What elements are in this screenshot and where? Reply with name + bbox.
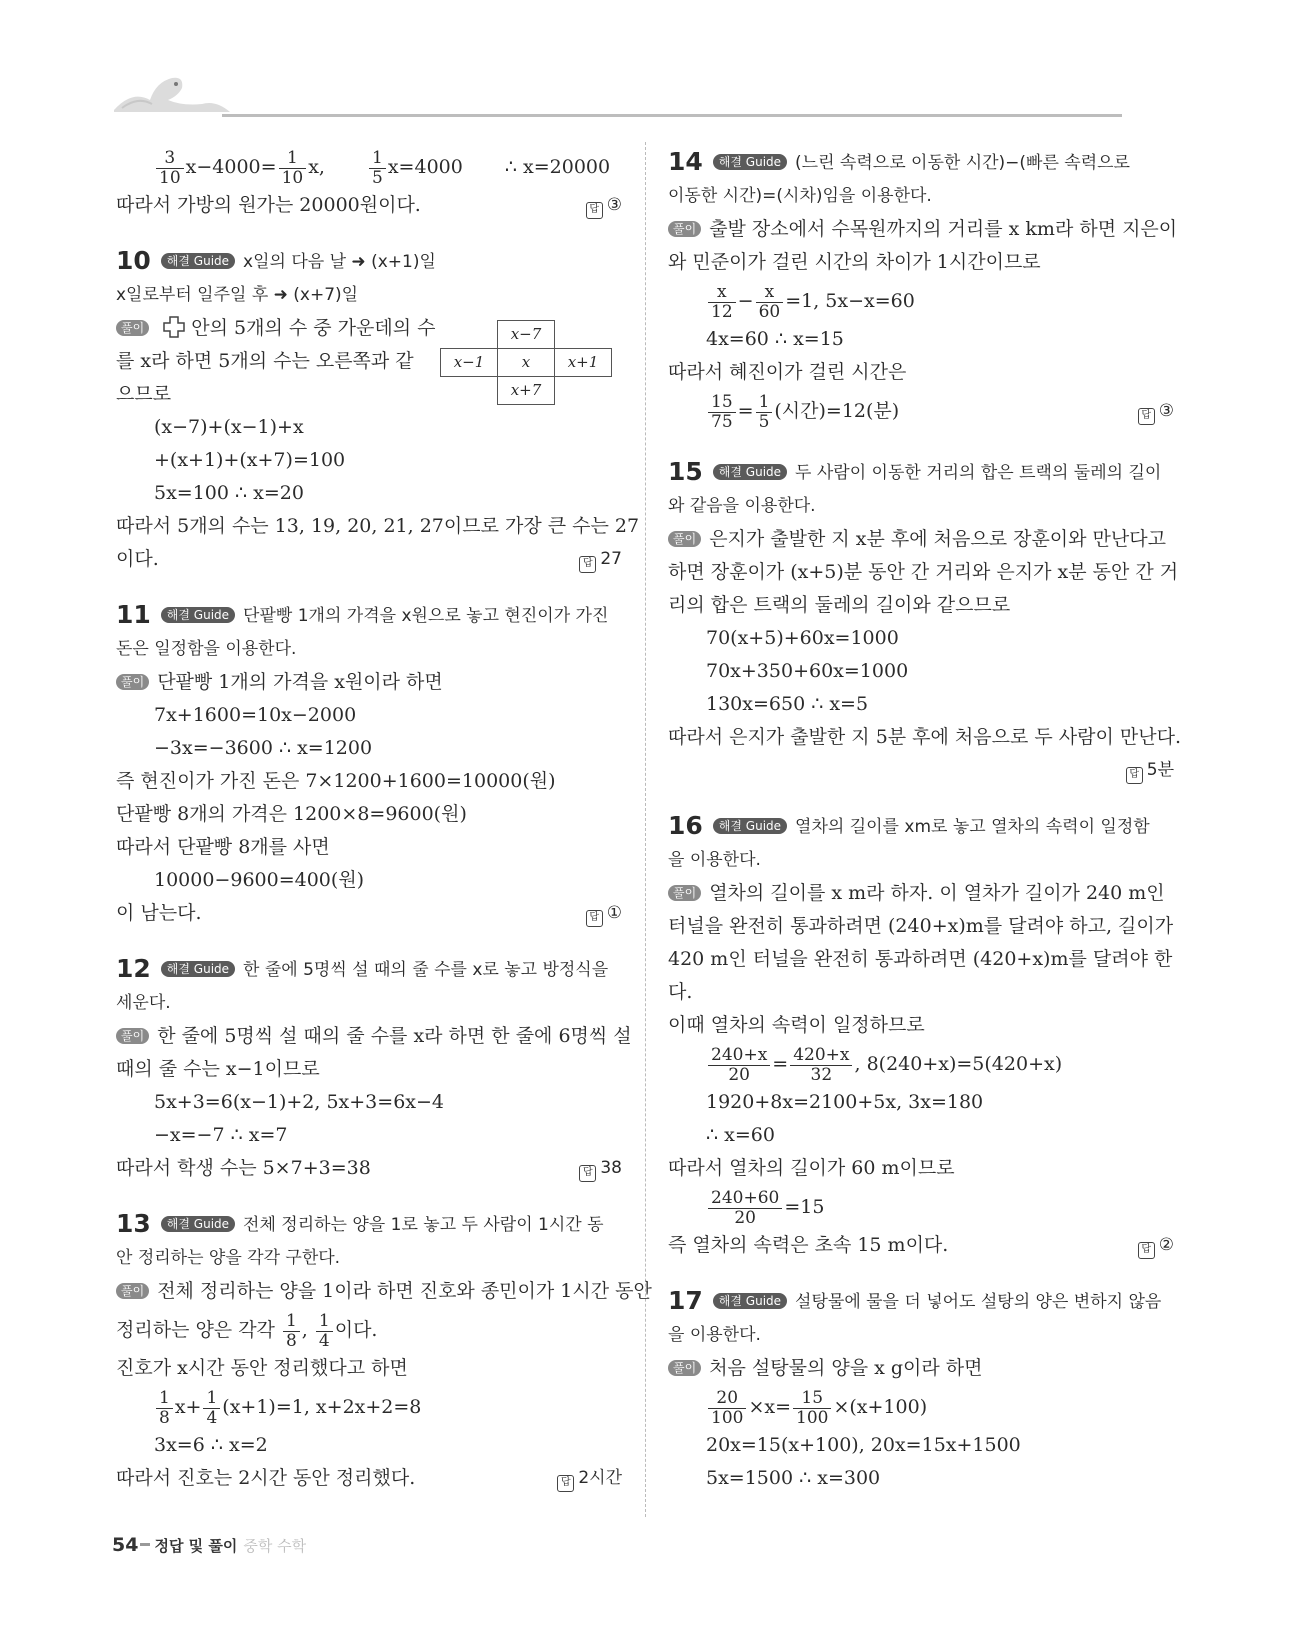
- text-line: 이 남는다.: [116, 902, 202, 924]
- fraction: [708, 1046, 770, 1085]
- text-line: 처음 설탕물의 양을 x g이라 하면: [709, 1357, 983, 1379]
- text-line: 3: [156, 149, 184, 169]
- text-line: 10: [159, 167, 181, 188]
- problem-11-heading: [116, 598, 622, 633]
- answer-icon: 답: [1138, 408, 1155, 425]
- footer-sub: 중학 수학: [243, 1537, 307, 1555]
- text-line: [668, 1262, 1174, 1284]
- text-line: 따라서 혜진이가 걸린 시간은: [668, 361, 907, 383]
- text-line: 16: [668, 811, 703, 840]
- answer-mark: [557, 1462, 622, 1495]
- text-line: 으므로: [116, 383, 172, 405]
- text-line: 터널을 완전히 통과하려면 (240+x)m를 달려야 하고, 길이가: [668, 915, 1174, 937]
- answer-mark: [586, 189, 622, 222]
- footer-label: 정답 및 풀이: [154, 1537, 238, 1555]
- fraction: [279, 149, 307, 188]
- grid-bottom-cell: x+7: [497, 376, 555, 405]
- text-line: 즉 현진이가 가진 돈은 7×1200+1600=10000(원): [116, 770, 556, 792]
- text-line: +(x+1)+(x+7)=100: [154, 449, 346, 471]
- text-line: ∴ x=20000: [504, 156, 611, 178]
- text-line: 4x=60 ∴ x=15: [706, 328, 844, 350]
- problem-17-heading: [668, 1284, 1174, 1319]
- guide-badge: 해결 Guide: [713, 1293, 787, 1309]
- fraction: [708, 393, 736, 432]
- text-line: 32: [810, 1064, 833, 1085]
- text-line: 240+x: [708, 1046, 770, 1066]
- text-line: 420 m인 터널을 완전히 통과하려면 (420+x)m를 달려야 한: [668, 948, 1173, 970]
- text-line: 전체 정리하는 양을 1로 놓고 두 사람이 1시간 동: [243, 1215, 604, 1235]
- text-line: [116, 1275, 652, 1308]
- solution-badge: 풀이: [116, 1028, 149, 1044]
- guide-text: 와 같음을 이용한다.: [668, 496, 816, 516]
- text-line: =15: [784, 1196, 825, 1218]
- text-line: 20: [734, 1207, 756, 1228]
- text-line: 1: [279, 149, 307, 169]
- text-line: ×(x+100): [833, 1396, 928, 1418]
- text-line: 15: [668, 457, 703, 486]
- grid-center-cell: x: [497, 348, 555, 377]
- text-line: 즉 열차의 속력은 초속 15 m이다.: [668, 1234, 949, 1256]
- solution-badge: 풀이: [668, 885, 701, 901]
- fraction: [156, 1389, 173, 1428]
- text-line: 1: [283, 1312, 300, 1332]
- footer-bar: [140, 1543, 150, 1546]
- text-line: 10000−9600=400(원): [154, 869, 365, 891]
- text-line: [668, 787, 1174, 809]
- text-line: (느린 속력으로 이동한 시간)−(빠른 속력으로: [795, 153, 1130, 173]
- guide-text: 세운다.: [116, 993, 171, 1013]
- text-line: [116, 543, 622, 576]
- text-line: 10: [116, 246, 151, 275]
- text-line: 420+x: [790, 1046, 852, 1066]
- text-line: 4: [206, 1407, 218, 1428]
- fraction: [369, 149, 386, 188]
- text-line: 5x+3=6(x−1)+2, 5x+3=6x−4: [154, 1091, 445, 1113]
- text-line: 이다.: [116, 548, 159, 570]
- problem-14-heading: [668, 145, 1174, 180]
- text-line: 10: [281, 167, 304, 188]
- text-line: 1: [756, 393, 773, 413]
- text-line: 5: [758, 411, 770, 432]
- text-line: 은지가 출발한 지 x분 후에 처음으로 장훈이와 만난다고: [709, 528, 1166, 550]
- text-line: 안의 5개의 수 중 가운데의 수: [191, 317, 436, 339]
- text-line: $\frac{15}{75}$ = $\frac{1}{5}$ (시간)=12(분) 답 ③: [668, 389, 1174, 433]
- answer-mark: [579, 1152, 622, 1185]
- problem-16-heading: [668, 809, 1174, 844]
- text-line: [116, 930, 622, 952]
- fraction: [708, 1389, 746, 1428]
- text-line: 한 줄에 5명씩 설 때의 줄 수를 x라 하면 한 줄에 6명씩 설: [157, 1025, 632, 1047]
- guide-badge: 해결 Guide: [161, 1216, 235, 1232]
- text-line: 따라서 5개의 수는 13, 19, 20, 21, 27이므로 가장 큰 수는 27: [116, 515, 640, 537]
- text-line: [668, 433, 1174, 455]
- grid-right-cell: x+1: [554, 348, 612, 377]
- text-line: 5x=100 ∴ x=20: [154, 482, 304, 504]
- text-line: [116, 222, 622, 244]
- text-line: 열차의 길이를 x m라 하자. 이 열차가 길이가 240 m인: [709, 882, 1165, 904]
- text-line: 2시간: [578, 1468, 622, 1488]
- guide-text: x일로부터 일주일 후 ➜ (x+7)일: [116, 285, 359, 305]
- text-line: [116, 1020, 632, 1053]
- answer-icon: 답: [579, 556, 596, 573]
- text-line: 100: [711, 1407, 744, 1428]
- text-line: 5: [372, 167, 383, 188]
- text-line: ×x=: [748, 1396, 792, 1418]
- text-line: 70x+350+60x=1000: [706, 660, 909, 682]
- text-line: [116, 897, 622, 930]
- answer-mark: [579, 543, 622, 576]
- equation-line: [116, 145, 622, 189]
- fraction: [793, 1389, 831, 1428]
- text-line: [116, 1185, 622, 1207]
- text-line: [116, 1462, 622, 1495]
- guide-badge: 해결 Guide: [161, 253, 235, 269]
- text-line: 따라서 열차의 길이가 60 m이므로: [668, 1157, 955, 1179]
- text-line: x: [756, 283, 784, 303]
- text-line: 75: [711, 411, 733, 432]
- text-line: x=4000: [387, 156, 463, 178]
- text-line: (시간)=12(분): [774, 400, 900, 422]
- text-line: x,: [308, 156, 325, 178]
- right-column: [668, 145, 1181, 1495]
- text-line: 정리하는 양은 각각: [116, 1319, 275, 1341]
- text-line: 이때 열차의 속력이 일정하므로: [668, 1014, 925, 1036]
- text-line: [116, 1385, 622, 1429]
- fraction: [316, 1312, 333, 1351]
- seal-mascot-icon: [112, 60, 232, 120]
- text-line: 7x+1600=10x−2000: [154, 704, 357, 726]
- text-line: 한 줄에 5명씩 설 때의 줄 수를 x로 놓고 방정식을: [243, 960, 609, 980]
- answer-mark: [1138, 1229, 1174, 1262]
- solution-badge: 풀이: [668, 531, 701, 547]
- text-line: x일의 다음 날 ➜ (x+1)일: [243, 252, 436, 272]
- fraction: [203, 1389, 220, 1428]
- text-line: ②: [1158, 1235, 1174, 1255]
- problem-15-heading: [668, 455, 1174, 490]
- text-line: 4: [318, 1330, 330, 1351]
- text-line: [668, 1352, 1174, 1385]
- text-line: 열차의 길이를 xm로 놓고 열차의 속력이 일정함: [795, 817, 1150, 837]
- text-line: 따라서 진호는 2시간 동안 정리했다.: [116, 1467, 416, 1489]
- text-line: 출발 장소에서 수목원까지의 거리를 x km라 하면 지은이: [709, 218, 1178, 240]
- text-line: 단팥빵 1개의 가격을 x원으로 놓고 현진이가 가진: [243, 606, 609, 626]
- text-line: 를 x라 하면 5개의 수는 오른쪽과 같: [116, 350, 414, 372]
- fraction: [756, 393, 773, 432]
- answer-icon: 답: [579, 1165, 596, 1182]
- problem-10-heading: [116, 244, 622, 279]
- solution-badge: 풀이: [116, 1283, 149, 1299]
- text-line: 15: [708, 393, 736, 413]
- answer-mark: [1138, 389, 1174, 433]
- answer-icon: 답: [1126, 767, 1143, 784]
- guide-text: 을 이용한다.: [668, 1325, 761, 1345]
- answer-icon: 답: [557, 1475, 574, 1492]
- text-line: [668, 523, 1174, 556]
- page-header: [112, 60, 1122, 120]
- text-line: 11: [116, 600, 151, 629]
- text-line: 진호가 x시간 동안 정리했다고 하면: [116, 1357, 408, 1379]
- text-line: 이다.: [334, 1319, 378, 1341]
- text-line: −x=−7 ∴ x=7: [154, 1124, 288, 1146]
- text-line: $\frac{240+x}{20}$ = $\frac{420+x}{32}$ , 8(240+x)=5(420+x): [668, 1042, 1174, 1086]
- text-line: ③: [606, 195, 622, 215]
- text-line: 17: [668, 1286, 703, 1315]
- grid-top-cell: x−7: [497, 320, 555, 349]
- text-line: 8: [159, 1407, 170, 1428]
- answer-mark: [586, 897, 622, 930]
- text-line: 따라서 단팥빵 8개를 사면: [116, 836, 330, 858]
- text-line: 1: [156, 1389, 173, 1409]
- text-line: 13: [116, 1209, 151, 1238]
- grid-left-cell: x−1: [440, 348, 498, 377]
- text-line: 1: [316, 1312, 333, 1332]
- conclusion-line: [116, 189, 622, 222]
- text-line: [116, 666, 622, 699]
- text-line: 와 민준이가 걸린 시간의 차이가 1시간이므로: [668, 251, 1041, 273]
- text-line: 20: [728, 1064, 750, 1085]
- text-line: 27: [600, 549, 622, 569]
- text-line: 15: [793, 1389, 831, 1409]
- text-line: 60: [758, 301, 781, 322]
- page-number: 54: [112, 1534, 139, 1556]
- fraction: [708, 283, 736, 322]
- text-line: ①: [606, 903, 622, 923]
- text-line: 240+60: [708, 1189, 782, 1209]
- solution-badge: 풀이: [668, 1360, 701, 1376]
- text-line: 때의 줄 수는 x−1이므로: [116, 1058, 320, 1080]
- text-line: =1, 5x−x=60: [785, 290, 915, 312]
- text-line: x: [708, 283, 736, 303]
- text-line: 8: [285, 1330, 297, 1351]
- text-line: [668, 877, 1174, 910]
- text-line: , 8(240+x)=5(420+x): [854, 1053, 1063, 1075]
- answer-icon: 답: [586, 910, 603, 927]
- answer-icon: 답: [586, 202, 603, 219]
- guide-badge: 해결 Guide: [713, 154, 787, 170]
- solution-badge: 풀이: [668, 221, 701, 237]
- text-line: 130x=650 ∴ x=5: [706, 693, 869, 715]
- column-divider: [645, 142, 646, 1517]
- fraction: [708, 1189, 782, 1228]
- text-line: 따라서 은지가 출발한 지 5분 후에 처음으로 두 사람이 만난다.: [668, 726, 1181, 748]
- guide-text: 을 이용한다.: [668, 850, 761, 870]
- text-line: 100: [796, 1407, 829, 1428]
- text-line: 전체 정리하는 양을 1이라 하면 진호와 종민이가 1시간 동안: [157, 1280, 652, 1302]
- text-line: 14: [668, 147, 703, 176]
- text-line: [668, 1385, 1174, 1429]
- text-line: 1: [203, 1389, 220, 1409]
- text-line: ∴ x=60: [706, 1124, 775, 1146]
- text-line: 20x=15(x+100), 20x=15x+1500: [706, 1434, 1021, 1456]
- text-line: [668, 1185, 1174, 1229]
- left-column: [116, 145, 652, 1495]
- text-line: 리의 합은 트랙의 둘레의 길이와 같으므로: [668, 594, 1011, 616]
- text-line: −3x=−3600 ∴ x=1200: [154, 737, 373, 759]
- text-line: [668, 1229, 1174, 1262]
- text-line: 다.: [668, 981, 693, 1003]
- guide-badge: 해결 Guide: [161, 961, 235, 977]
- fraction: [756, 283, 784, 322]
- text-line: 하면 장훈이가 (x+5)분 동안 간 거리와 은지가 x분 동안 간 거: [668, 561, 1179, 583]
- solution-badge: 풀이: [116, 674, 149, 690]
- text-line: [116, 312, 622, 345]
- guide-badge: 해결 Guide: [713, 818, 787, 834]
- guide-badge: 해결 Guide: [713, 464, 787, 480]
- text-line: 5분: [1146, 760, 1174, 780]
- text-line: 12: [116, 954, 151, 983]
- answer-mark: [1126, 754, 1174, 787]
- text-line: x+: [174, 1396, 202, 1418]
- cross-shape-icon: [163, 316, 185, 338]
- text-line: 1920+8x=2100+5x, 3x=180: [706, 1091, 984, 1113]
- page-footer: [112, 1534, 306, 1556]
- fraction: [156, 149, 184, 188]
- text-line: 12: [711, 301, 733, 322]
- text-line: [116, 1152, 622, 1185]
- text-line: 따라서 가방의 원가는 20000원이다.: [116, 194, 421, 216]
- guide-text: 이동한 시간)=(시차)임을 이용한다.: [668, 186, 932, 206]
- problem-13-heading: [116, 1207, 622, 1242]
- text-line: 단팥빵 8개의 가격은 1200×8=9600(원): [116, 803, 467, 825]
- problem-12-heading: [116, 952, 622, 987]
- fraction: [790, 1046, 852, 1085]
- guide-text: 안 정리하는 양을 각각 구한다.: [116, 1248, 341, 1268]
- text-line: x−4000=: [185, 156, 277, 178]
- text-line: 두 사람이 이동한 거리의 합은 트랙의 둘레의 길이: [795, 463, 1162, 483]
- text-line: 따라서 학생 수는 5×7+3=38: [116, 1157, 371, 1179]
- text-line: 정리하는 양은 각각 $\frac{1}{8}$ , $\frac{1}{4}$ 이다.: [116, 1310, 378, 1351]
- problem-10-body: [116, 312, 640, 576]
- text-line: [668, 213, 1178, 246]
- text-line: 38: [600, 1158, 622, 1178]
- text-line: [668, 754, 1174, 787]
- text-line: 1: [369, 149, 386, 169]
- guide-text: 돈은 일정함을 이용한다.: [116, 639, 297, 659]
- text-line: 5x=1500 ∴ x=300: [706, 1467, 881, 1489]
- fraction: [283, 1312, 300, 1351]
- answer-icon: 답: [1138, 1242, 1155, 1259]
- text-line: $\frac{x}{12}$ − $\frac{x}{60}$ =1, 5x−x=60: [668, 279, 1174, 323]
- solution-badge: 풀이: [116, 320, 149, 336]
- text-line: 단팥빵 1개의 가격을 x원이라 하면: [157, 671, 443, 693]
- guide-badge: 해결 Guide: [161, 607, 235, 623]
- text-line: 3x=6 ∴ x=2: [154, 1434, 268, 1456]
- text-line: 70(x+5)+60x=1000: [706, 627, 899, 649]
- text-line: (x−7)+(x−1)+x: [154, 416, 304, 438]
- text-line: 설탕물에 물을 더 넣어도 설탕의 양은 변하지 않음: [795, 1292, 1162, 1312]
- text-line: 20: [708, 1389, 746, 1409]
- text-line: ③: [1158, 401, 1174, 421]
- text-line: (x+1)=1, x+2x+2=8: [222, 1396, 422, 1418]
- header-rule: [222, 114, 1122, 117]
- text-line: [116, 576, 622, 598]
